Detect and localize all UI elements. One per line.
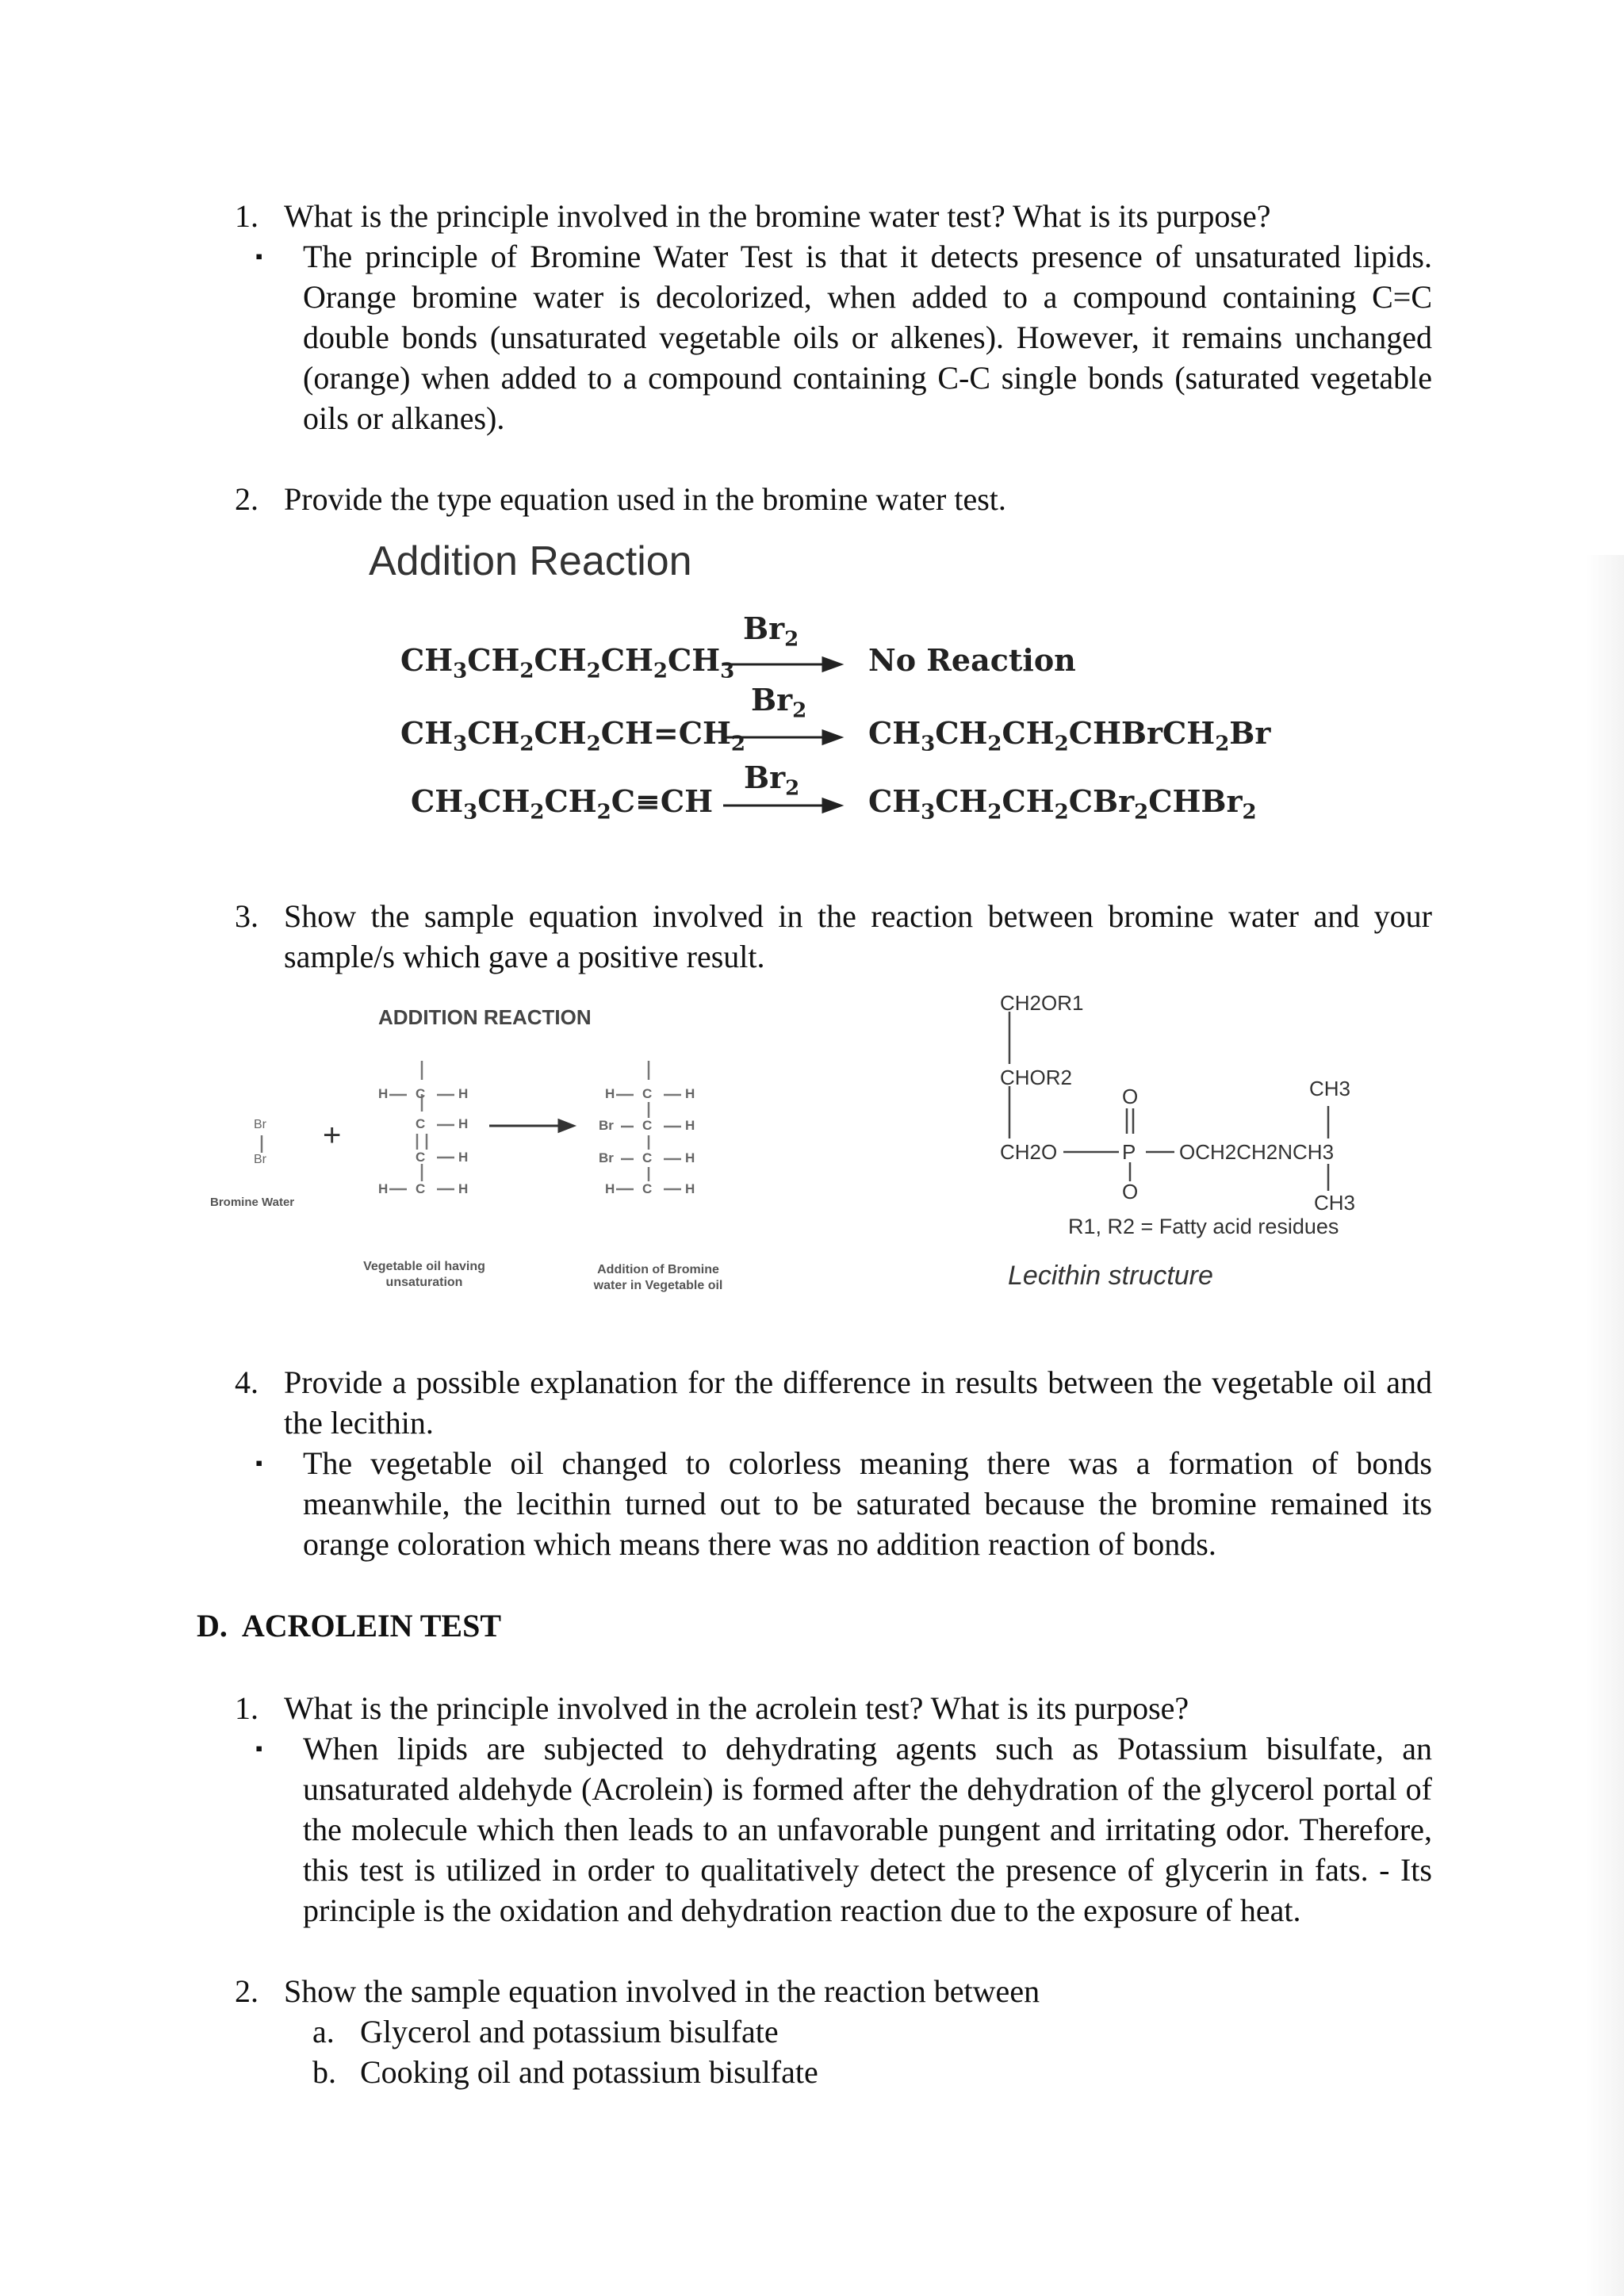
acrolein-question-block-2	[235, 1971, 1432, 2092]
ch2o-group: CH2O	[1000, 1140, 1058, 1164]
bullet-icon: ▪	[255, 1737, 263, 1760]
reagent-label: $Br_2$	[751, 682, 807, 723]
sub-item: a. Glycerol and potassium bisulfate	[312, 2014, 779, 2049]
question-text: Provide the type equation used in the bromine water test.	[284, 481, 1006, 517]
reactant-alkane: $CH_3CH_2CH_2CH_2CH_3$	[400, 642, 735, 683]
page-edge-shadow	[1586, 555, 1624, 2296]
acrolein-question-block-1	[235, 1688, 1432, 1931]
question-text: What is the principle involved in the bromine water test? What is its purpose?	[284, 198, 1271, 234]
section-letter: D.	[197, 1608, 228, 1644]
question-text: Show the sample equation involved in the reaction between bromine water and your sample/s which gave a positive result.	[284, 898, 1432, 974]
answer-text: When lipids are subjected to dehydrating agents such as Potassium bisulfate, an unsaturated aldehyde (Acrolein) is formed after the dehydration of the glycerol portal of the molecule which then leads to an unfavorable pungent and irritating odor. Therefore, this test is utilized in order to qualitatively detect the presence of glycerin in fats. - Its principle is the oxidation and dehydration reaction due to the exposure of heat.	[303, 1731, 1432, 1928]
sub-item: b. Cooking oil and potassium bisulfate	[312, 2054, 818, 2090]
bullet-icon: ▪	[255, 245, 263, 268]
reactant-alkyne: $CH_3CH_2CH_2C\equiv CH$	[411, 783, 713, 825]
lecithin-figure	[995, 983, 1439, 1316]
question-number: 1.	[235, 1690, 259, 1726]
bromine-atom: Br	[254, 1118, 266, 1131]
question-block-3	[235, 896, 1432, 977]
question-number: 2.	[235, 481, 259, 517]
product-no-reaction: No Reaction	[868, 642, 1076, 678]
figure-title: ADDITION REACTION	[378, 1005, 592, 1029]
answer-text: The principle of Bromine Water Test is that it detects presence of unsaturated lipids. Orange bromine water is decolorized, when added to a compound containing C=C double bonds (unsaturated vegetable oils or alkenes). However, it remains unchanged (orange) when added to a compound containing C-C single bonds (saturated vegetable oils or alkanes).	[303, 239, 1432, 436]
question-text: Show the sample equation involved in the reaction between	[284, 1973, 1040, 2009]
arrow-icon	[489, 1120, 573, 1131]
reagent-label: $Br_2$	[743, 610, 799, 652]
section-heading	[197, 1607, 501, 1644]
fatty-acid-note: R1, R2 = Fatty acid residues	[1068, 1215, 1339, 1238]
question-text: What is the principle involved in the acrolein test? What is its purpose?	[284, 1690, 1189, 1726]
bullet-icon: ▪	[255, 1452, 263, 1475]
bromine-addition-figure: ADDITION REACTION Br Br + Bromine Water H C H C H C H H C H H C H Br C H Br C H H C H Vegetable oil having unsaturation Addition of Bromine water in Vegetable oil	[202, 991, 773, 1316]
bromine-atom: Br	[254, 1153, 266, 1166]
question-text: Provide a possible explanation for the difference in results between the vegetable oil and the lecithin.	[284, 1364, 1432, 1441]
question-block-2	[235, 479, 1432, 519]
oil-caption: Vegetable oil having unsaturation	[363, 1260, 485, 1289]
question-block-4	[235, 1362, 1432, 1564]
methyl-top: CH3	[1309, 1077, 1351, 1100]
oxygen-double-bond: O	[1122, 1085, 1139, 1108]
addition-reaction-figure	[349, 531, 1271, 864]
plus-sign: +	[323, 1118, 342, 1153]
answer-text: The vegetable oil changed to colorless meaning there was a formation of bonds meanwhile, the lecithin turned out to be saturated because the bromine remained its orange coloration which means there was no addition reaction of bonds.	[303, 1445, 1432, 1562]
methyl-bottom: CH3	[1314, 1191, 1356, 1215]
choline-group: OCH2CH2NCH3	[1179, 1140, 1335, 1164]
oxygen-anion: O	[1122, 1180, 1139, 1203]
figure-title: Addition Reaction	[369, 538, 692, 584]
question-number: 1.	[235, 198, 259, 234]
question-number: 2.	[235, 1973, 259, 2009]
product-dibromide: $CH_3CH_2CH_2CHBrCH_2Br$	[868, 715, 1271, 756]
question-block-1	[235, 196, 1432, 438]
question-number: 4.	[235, 1364, 259, 1400]
phosphorus-atom: P	[1122, 1140, 1136, 1164]
question-number: 3.	[235, 898, 259, 934]
product-caption: Addition of Bromine water in Vegetable oil	[593, 1263, 723, 1292]
reactant-alkene: $CH_3CH_2CH_2CH=CH_2$	[400, 715, 745, 756]
section-title: ACROLEIN TEST	[241, 1608, 502, 1644]
ch2or1-group: CH2OR1	[1000, 991, 1084, 1015]
reagent-label: $Br_2$	[744, 760, 800, 801]
bromine-water-label: Bromine Water	[210, 1196, 295, 1209]
product-tetrabromide: $CH_3CH_2CH_2CBr_2CHBr_2$	[868, 783, 1257, 825]
lecithin-caption: Lecithin structure	[1008, 1261, 1213, 1291]
chor2-group: CHOR2	[1000, 1066, 1073, 1089]
